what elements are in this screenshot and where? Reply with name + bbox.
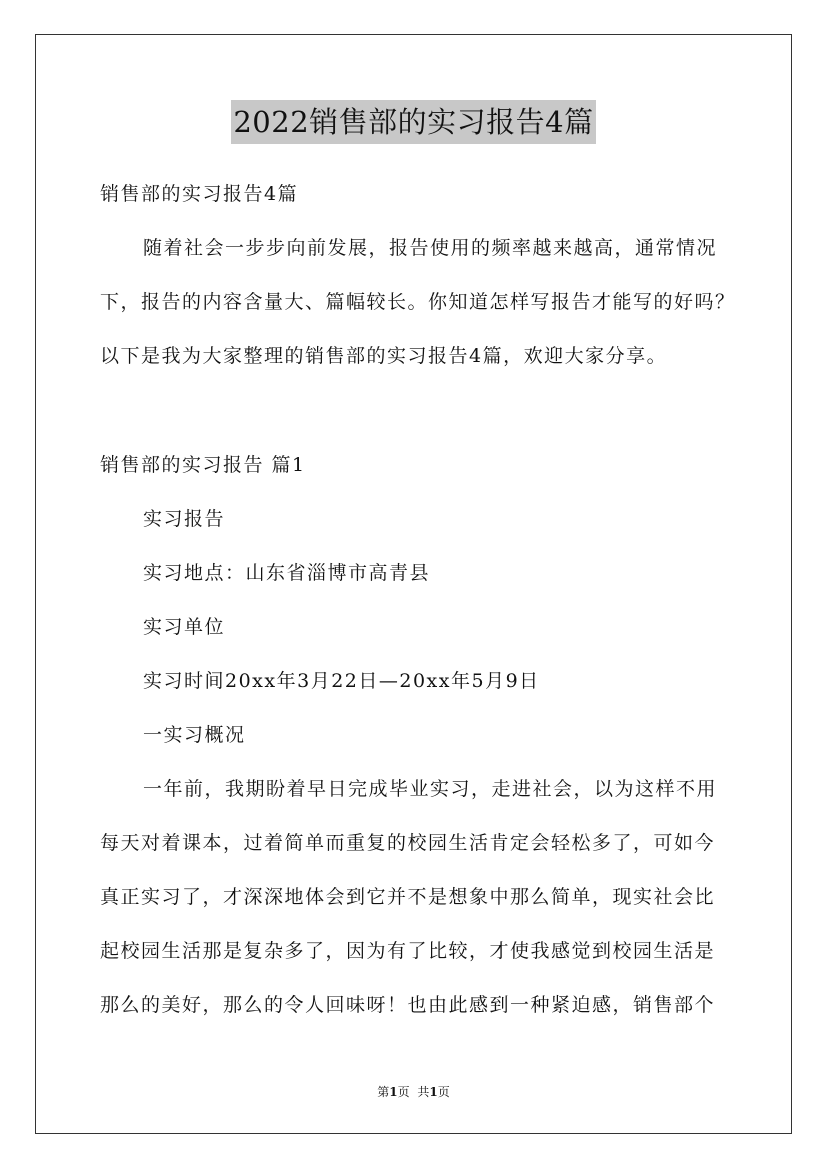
body-line-3: 真正实习了，才深深地体会到它并不是想象中那么简单，现实社会比 <box>100 886 716 908</box>
section-heading: 销售部的实习报告 篇1 <box>100 454 306 476</box>
section-item-3: 实习单位 <box>143 616 226 638</box>
footer-page-prefix: 第 <box>377 1085 390 1099</box>
document-subtitle: 销售部的实习报告4篇 <box>100 183 299 205</box>
body-line-4: 起校园生活那是复杂多了，因为有了比较，才使我感觉到校园生活是 <box>100 940 716 962</box>
footer-total-prefix: 共 <box>417 1085 430 1099</box>
section-item-5: 一实习概况 <box>143 724 246 746</box>
body-line-5: 那么的美好，那么的令人回味呀！也由此感到一种紧迫感，销售部个 <box>100 994 716 1016</box>
page-footer <box>0 1084 827 1100</box>
footer-page-number: 1 <box>389 1085 398 1099</box>
footer-total-number: 1 <box>429 1085 438 1099</box>
section-item-4: 实习时间20xx年3月22日—20xx年5月9日 <box>143 670 540 692</box>
intro-line-2: 下，报告的内容含量大、篇幅较长。你知道怎样写报告才能写的好吗？ <box>100 291 736 313</box>
intro-line-3: 以下是我为大家整理的销售部的实习报告4篇，欢迎大家分享。 <box>100 345 668 367</box>
section-item-1: 实习报告 <box>143 508 226 530</box>
intro-line-1: 随着社会一步步向前发展，报告使用的频率越来越高，通常情况 <box>143 237 718 259</box>
footer-page-suffix: 页 <box>397 1085 410 1099</box>
body-line-2: 每天对着课本，过着简单而重复的校园生活肯定会轻松多了，可如今 <box>100 832 716 854</box>
footer-total-suffix: 页 <box>437 1085 450 1099</box>
title-container <box>0 100 827 144</box>
document-title: 2022销售部的实习报告4篇 <box>231 100 595 144</box>
body-line-1: 一年前，我期盼着早日完成毕业实习，走进社会，以为这样不用 <box>143 778 718 800</box>
section-item-2: 实习地点：山东省淄博市高青县 <box>143 562 431 584</box>
